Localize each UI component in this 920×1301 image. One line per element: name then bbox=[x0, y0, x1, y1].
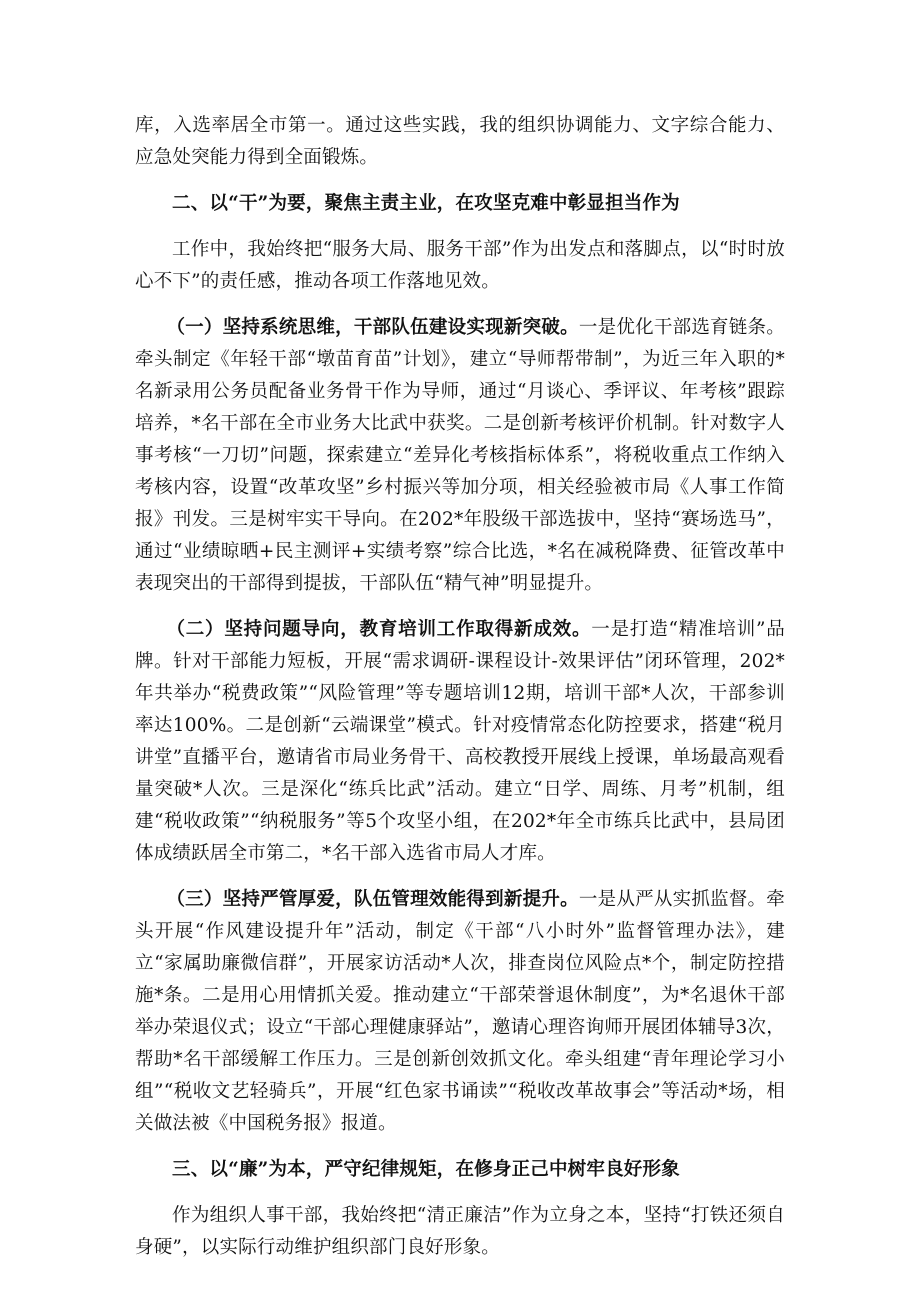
document-body bbox=[135, 110, 785, 1278]
subsection-1-lead: （一）坚持系统思维，干部队伍建设实现新突破。 bbox=[166, 317, 579, 338]
subsection-3-body: 一是从严从实抓监督。牵头开展“作风建设提升年”活动，制定《干部“八小时外”监督管理办法》，建立“家属助廉微信群”，开展家访活动*人次，排查岗位风险点*个，制定防控措施*条。二是用心用情抓关爱。推动建立“干部荣誉退休制度”，为*名退休干部举办荣退仪式；设立“干部心理健康驿站”，邀请心理咨询师开展团体辅导3次，帮助*名干部缓解工作压力。三是创新创效抓文化。牵头组建“青年理论学习小组”“税收文艺轻骑兵”，开展“红色家书诵读”“税收改革故事会”等活动*场，相关做法被《中国税务报》报道。 bbox=[135, 889, 785, 1134]
paragraph-continuation: 库，入选率居全市第一。通过这些实践，我的组织协调能力、文字综合能力、应急处突能力得到全面锻炼。 bbox=[135, 115, 785, 168]
section-heading-3: 三、以“廉”为本，严守纪律规矩，在修身正己中树牢良好形象 bbox=[172, 1159, 680, 1180]
paragraph-intro-3: 作为组织人事干部，我始终把“清正廉洁”作为立身之本，坚持“打铁还须自身硬”，以实际行动维护组织部门良好形象。 bbox=[135, 1205, 785, 1258]
subsection-2-body: 一是打造“精准培训”品牌。针对干部能力短板，开展“需求调研-课程设计-效果评估”闭环管理，202*年共举办“税费政策”“风险管理”等专题培训12期，培训干部*人次，干部参训率达100%。二是创新“云端课堂”模式。针对疫情常态化防控要求，搭建“税月讲堂”直播平台，邀请省市局业务骨干、高校教授开展线上授课，单场最高观看量突破*人次。三是深化“练兵比武”活动。建立“日学、周练、月考”机制，组建“税收政策”“纳税服务”等5个攻坚小组，在202*年全市练兵比武中，县局团体成绩跃居全市第二，*名干部入选省市局人才库。 bbox=[135, 619, 786, 864]
subsection-3-lead: （三）坚持严管厚爱，队伍管理效能得到新提升。 bbox=[166, 889, 579, 910]
subsection-3 bbox=[135, 884, 785, 1140]
subsection-1-body: 一是优化干部选育链条。牵头制定《年轻干部“墩苗育苗”计划》，建立“导师帮带制”，为近三年入职的*名新录用公务员配备业务骨干作为导师，通过“月谈心、季评议、年考核”跟踪培养，*名干部在全市业务大比武中获奖。二是创新考核评价机制。针对数字人事考核“一刀切”问题，探索建立“差异化考核指标体系”，将税收重点工作纳入考核内容，设置“改革攻坚”乡村振兴等加分项，相关经验被市局《人事工作简报》刊发。三是树牢实干导向。在202*年股级干部选拔中，坚持“赛场选马”，通过“业绩晾晒+民主测评+实绩考察”综合比选，*名在减税降费、征管改革中表现突出的干部得到提拔，干部队伍“精气神”明显提升。 bbox=[135, 317, 785, 594]
subsection-1 bbox=[135, 312, 785, 600]
paragraph-intro-2: 工作中，我始终把“服务大局、服务干部”作为出发点和落脚点，以“时时放心不下”的责任感，推动各项工作落地见效。 bbox=[135, 239, 785, 292]
section-heading-2: 二、以“干”为要，聚焦主责主业，在攻坚克难中彰显担当作为 bbox=[172, 193, 680, 214]
subsection-2 bbox=[135, 614, 785, 870]
subsection-2-lead: （二）坚持问题导向，教育培训工作取得新成效。 bbox=[166, 619, 592, 640]
